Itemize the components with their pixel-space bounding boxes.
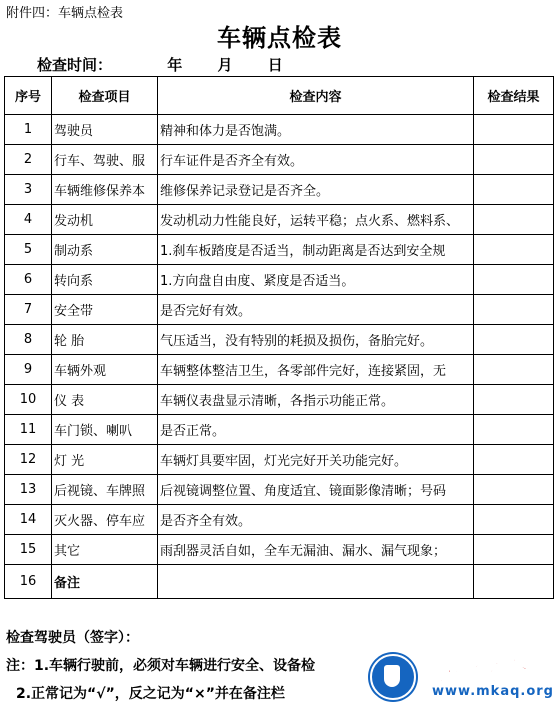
table-row xyxy=(5,295,554,325)
table-row xyxy=(5,535,554,565)
row-item: 车辆维修保养本 xyxy=(52,175,158,205)
row-result[interactable] xyxy=(474,115,554,145)
row-content: 车辆灯具要牢固，灯光完好开关功能完好。 xyxy=(158,445,474,475)
note-line-1: 注：1.车辆行驶前，必须对车辆进行安全、设备检 xyxy=(6,658,316,674)
watermark-logo-icon xyxy=(370,654,416,700)
row-item: 备注 xyxy=(52,565,158,599)
table-row xyxy=(5,175,554,205)
row-item: 发动机 xyxy=(52,205,158,235)
header-item: 检查项目 xyxy=(52,77,158,115)
watermark-url: www.mkaq.org xyxy=(432,684,554,699)
table-row xyxy=(5,385,554,415)
row-content: 1.刹车板踏度是否适当，制动距离是否达到安全规 xyxy=(158,235,474,265)
table-row xyxy=(5,325,554,355)
table-row xyxy=(5,145,554,175)
row-result[interactable] xyxy=(474,415,554,445)
row-result[interactable] xyxy=(474,235,554,265)
row-item: 灭火器、停车应 xyxy=(52,505,158,535)
month-unit: 月 xyxy=(217,56,233,74)
row-number: 6 xyxy=(5,265,52,295)
document-title: 车辆点检表 xyxy=(217,24,342,52)
table-header-row xyxy=(5,77,554,115)
signer-label: 检查驾驶员（签字）： xyxy=(6,630,139,646)
row-item: 后视镜、车牌照 xyxy=(52,475,158,505)
row-content: 1.方向盘自由度、紧度是否适当。 xyxy=(158,265,474,295)
row-result[interactable] xyxy=(474,445,554,475)
row-content: 行车证件是否齐全有效。 xyxy=(158,145,474,175)
row-number: 9 xyxy=(5,355,52,385)
row-result[interactable] xyxy=(474,505,554,535)
row-content: 是否齐全有效。 xyxy=(158,505,474,535)
inspection-date-row xyxy=(37,54,283,75)
day-unit: 日 xyxy=(267,56,283,74)
row-item: 仪 表 xyxy=(52,385,158,415)
inspection-date-label: 检查时间： xyxy=(37,56,113,74)
row-content: 车辆仪表盘显示清晰，各指示功能正常。 xyxy=(158,385,474,415)
row-number: 8 xyxy=(5,325,52,355)
header-content: 检查内容 xyxy=(158,77,474,115)
table-row xyxy=(5,415,554,445)
row-content xyxy=(158,565,474,599)
row-result[interactable] xyxy=(474,535,554,565)
header-number: 序号 xyxy=(5,77,52,115)
row-result[interactable] xyxy=(474,385,554,415)
row-content: 精神和体力是否饱满。 xyxy=(158,115,474,145)
row-result[interactable] xyxy=(474,145,554,175)
header-result: 检查结果 xyxy=(474,77,554,115)
note-line-2: 2.正常记为“√”，反之记为“×”并在备注栏 xyxy=(16,686,285,702)
row-number: 5 xyxy=(5,235,52,265)
row-number: 1 xyxy=(5,115,52,145)
row-item: 轮 胎 xyxy=(52,325,158,355)
row-result[interactable] xyxy=(474,325,554,355)
row-item: 驾驶员 xyxy=(52,115,158,145)
row-result[interactable] xyxy=(474,565,554,599)
row-item: 灯 光 xyxy=(52,445,158,475)
table-row xyxy=(5,445,554,475)
watermark-text: 煤矿安全网 xyxy=(418,658,559,688)
table-row xyxy=(5,355,554,385)
table-row xyxy=(5,565,554,599)
row-number: 15 xyxy=(5,535,52,565)
row-number: 7 xyxy=(5,295,52,325)
row-item: 转向系 xyxy=(52,265,158,295)
row-number: 14 xyxy=(5,505,52,535)
row-result[interactable] xyxy=(474,175,554,205)
table-row xyxy=(5,235,554,265)
row-result[interactable] xyxy=(474,355,554,385)
row-result[interactable] xyxy=(474,265,554,295)
row-content: 后视镜调整位置、角度适宜、镜面影像清晰；号码 xyxy=(158,475,474,505)
row-content: 是否完好有效。 xyxy=(158,295,474,325)
table-row xyxy=(5,115,554,145)
row-result[interactable] xyxy=(474,475,554,505)
row-item: 行车、驾驶、服 xyxy=(52,145,158,175)
row-content: 气压适当，没有特别的耗损及损伤，备胎完好。 xyxy=(158,325,474,355)
table-row xyxy=(5,205,554,235)
row-number: 11 xyxy=(5,415,52,445)
row-item: 安全带 xyxy=(52,295,158,325)
row-content: 维修保养记录登记是否齐全。 xyxy=(158,175,474,205)
table-row xyxy=(5,505,554,535)
row-result[interactable] xyxy=(474,295,554,325)
row-number: 13 xyxy=(5,475,52,505)
row-number: 4 xyxy=(5,205,52,235)
row-item: 制动系 xyxy=(52,235,158,265)
row-content: 发动机动力性能良好，运转平稳；点火系、燃料系、 xyxy=(158,205,474,235)
row-result[interactable] xyxy=(474,205,554,235)
row-number: 12 xyxy=(5,445,52,475)
row-content: 车辆整体整洁卫生，各零部件完好，连接紧固，无 xyxy=(158,355,474,385)
row-item: 其它 xyxy=(52,535,158,565)
row-item: 车辆外观 xyxy=(52,355,158,385)
row-number: 2 xyxy=(5,145,52,175)
row-number: 10 xyxy=(5,385,52,415)
row-content: 雨刮器灵活自如，全车无漏油、漏水、漏气现象； xyxy=(158,535,474,565)
row-content: 是否正常。 xyxy=(158,415,474,445)
attachment-label: 附件四：车辆点检表 xyxy=(6,6,124,21)
table-row xyxy=(5,475,554,505)
table-row xyxy=(5,265,554,295)
row-number: 3 xyxy=(5,175,52,205)
inspection-table xyxy=(4,76,554,599)
row-item: 车门锁、喇叭 xyxy=(52,415,158,445)
row-number: 16 xyxy=(5,565,52,599)
watermark xyxy=(370,650,559,705)
year-unit: 年 xyxy=(167,56,183,74)
